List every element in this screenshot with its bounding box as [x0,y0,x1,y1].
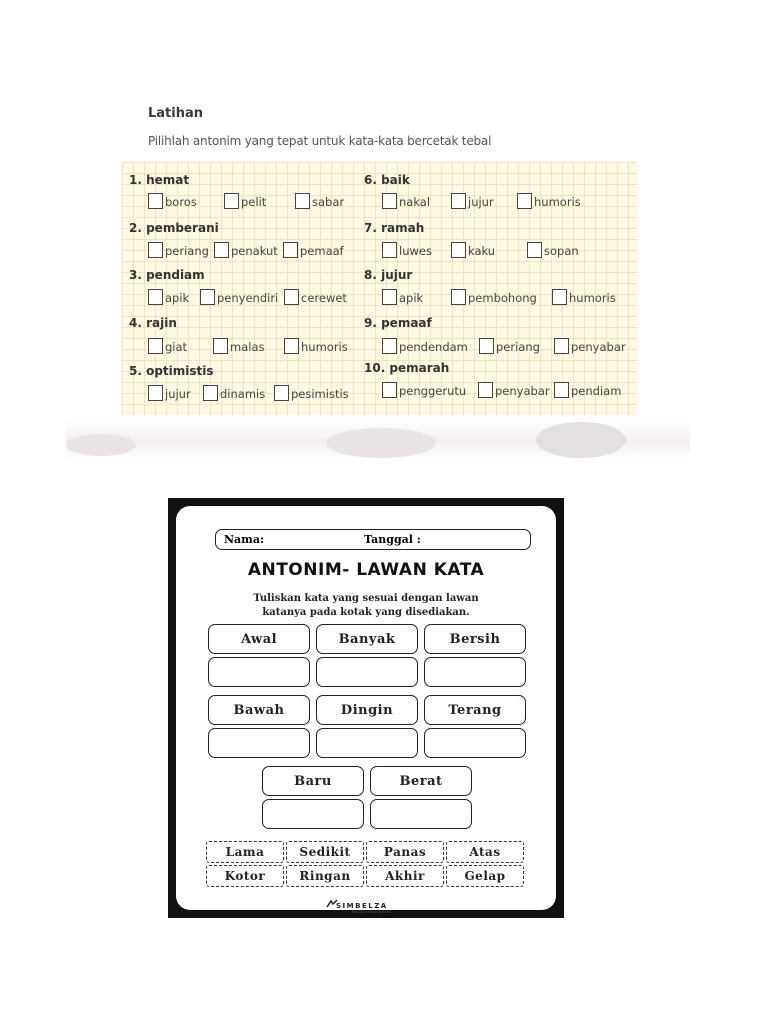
q3-option-3[interactable]: cerewet [284,290,347,307]
name-date-bar [215,529,531,550]
checkbox[interactable] [213,338,228,354]
question-3-heading: 3. pendiam [129,268,205,282]
checkbox[interactable] [554,382,569,398]
answer-box[interactable] [208,657,310,687]
answer-bank-word: Akhir [366,865,444,887]
checkbox[interactable] [451,193,466,209]
word-card: Awal [208,624,310,654]
answer-bank-word: Lama [206,841,284,863]
answer-bank-word: Kotor [206,865,284,887]
checkbox[interactable] [451,289,466,305]
date-label: Tanggal : [364,533,421,546]
checkbox[interactable] [203,385,218,401]
checkbox[interactable] [214,242,229,258]
worksheet-title: ANTONIM- LAWAN KATA [247,560,485,580]
checkbox[interactable] [148,193,163,209]
decorative-shape [66,434,136,456]
checkbox[interactable] [284,338,299,354]
q2-option-3[interactable]: pemaaf [283,243,344,260]
q8-option-1[interactable]: apik [382,290,423,307]
exercise-grid-panel [122,162,637,415]
word-card: Terang [424,695,526,725]
exercise-instruction: Pilihlah antonim yang tepat untuk kata-kata bercetak tebal [148,134,492,148]
decorative-background-strip [66,420,690,460]
checkbox[interactable] [527,242,542,258]
exercise-title: Latihan [148,106,204,121]
q10-option-3[interactable]: pendiam [554,383,621,400]
checkbox[interactable] [295,193,310,209]
checkbox[interactable] [148,385,163,401]
q9-option-3[interactable]: penyabar [554,339,626,356]
question-8-heading: 8. jujur [364,268,413,282]
answer-box[interactable] [424,728,526,758]
checkbox[interactable] [382,382,397,398]
checkbox[interactable] [148,289,163,305]
question-9-heading: 9. pemaaf [364,316,432,330]
q7-option-3[interactable]: sopan [527,243,579,260]
q4-option-1[interactable]: giat [148,339,187,356]
answer-bank-word: Gelap [446,865,524,887]
answer-box[interactable] [370,799,472,829]
q5-option-1[interactable]: jujur [148,386,191,403]
answer-bank-word: Panas [366,841,444,863]
answer-box[interactable] [262,799,364,829]
word-card: Dingin [316,695,418,725]
question-1-heading: 1. hemat [129,173,190,187]
q9-option-1[interactable]: pendendam [382,339,468,356]
checkbox[interactable] [451,242,466,258]
worksheet-page [176,506,556,914]
word-card: Banyak [316,624,418,654]
answer-box[interactable] [208,728,310,758]
question-5-heading: 5. optimistis [129,364,214,378]
q8-option-2[interactable]: pembohong [451,290,537,307]
q9-option-2[interactable]: periang [479,339,540,356]
q4-option-2[interactable]: malas [213,339,264,356]
question-2-heading: 2. pemberani [129,221,219,235]
q2-option-1[interactable]: periang [148,243,209,260]
checkbox[interactable] [382,193,397,209]
checkbox[interactable] [148,338,163,354]
checkbox[interactable] [224,193,239,209]
q6-option-1[interactable]: nakal [382,194,430,211]
instruction-line-2: katanya pada kotak yang disediakan. [262,607,470,618]
q7-option-2[interactable]: kaku [451,243,495,260]
word-card: Bawah [208,695,310,725]
q4-option-3[interactable]: humoris [284,339,348,356]
answer-box[interactable] [316,728,418,758]
q1-option-3[interactable]: sabar [295,194,344,211]
checkbox[interactable] [382,338,397,354]
question-7-heading: 7. ramah [364,221,425,235]
checkbox[interactable] [148,242,163,258]
q1-option-1[interactable]: boros [148,194,197,211]
checkbox[interactable] [478,382,493,398]
q2-option-2[interactable]: penakut [214,243,278,260]
q7-option-1[interactable]: luwes [382,243,432,260]
word-card: Bersih [424,624,526,654]
q5-option-2[interactable]: dinamis [203,386,265,403]
name-label: Nama: [224,533,265,546]
answer-bank-word: Ringan [286,865,364,887]
q8-option-3[interactable]: humoris [552,290,616,307]
checkbox[interactable] [552,289,567,305]
answer-box[interactable] [424,657,526,687]
q5-option-3[interactable]: pesimistis [274,386,349,403]
q3-option-2[interactable]: penyendiri [200,290,278,307]
instruction-line-1: Tuliskan kata yang sesuai dengan lawan [253,593,479,604]
checkbox[interactable] [284,289,299,305]
checkbox[interactable] [382,242,397,258]
checkbox[interactable] [274,385,289,401]
word-card: Berat [370,766,472,796]
checkbox[interactable] [554,338,569,354]
q10-option-2[interactable]: penyabar [478,383,550,400]
checkbox[interactable] [200,289,215,305]
question-4-heading: 4. rajin [129,316,177,330]
answer-bank-word: Sedikit [286,841,364,863]
q1-option-2[interactable]: pelit [224,194,266,211]
answer-box[interactable] [316,657,418,687]
checkbox[interactable] [479,338,494,354]
brand-tagline: Belajar Bersama Kami [352,910,391,914]
q10-option-1[interactable]: penggerutu [382,383,466,400]
q3-option-1[interactable]: apik [148,290,189,307]
worksheet-frame [168,498,564,918]
decorative-shape [326,428,436,458]
worksheet-instruction [216,592,516,620]
q6-option-3[interactable]: humoris [517,194,581,211]
brand-name: SIMBELZA [336,902,388,910]
answer-bank-word: Atas [446,841,524,863]
checkbox[interactable] [283,242,298,258]
decorative-shape [536,422,626,458]
question-6-heading: 6. baik [364,173,410,187]
question-10-heading: 10. pemarah [364,361,450,375]
checkbox[interactable] [382,289,397,305]
checkbox[interactable] [517,193,532,209]
q6-option-2[interactable]: jujur [451,194,494,211]
word-card: Baru [262,766,364,796]
